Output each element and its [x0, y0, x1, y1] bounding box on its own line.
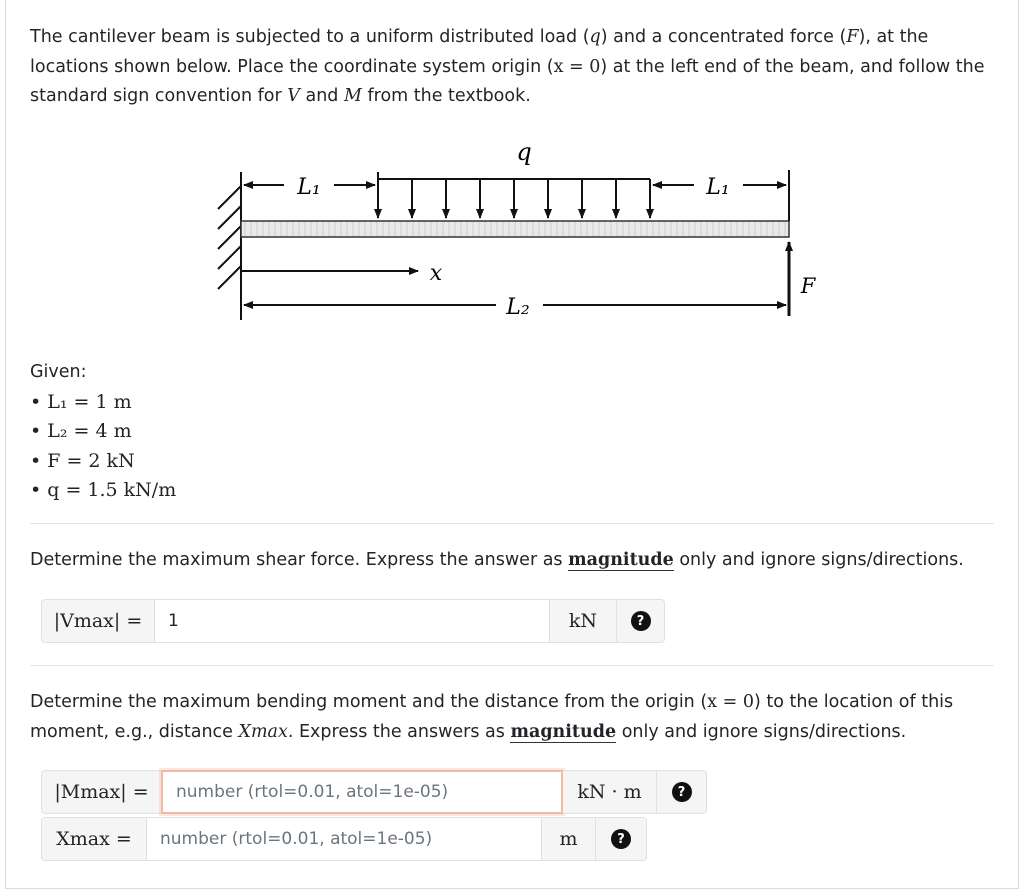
xmax-input[interactable] — [146, 817, 542, 861]
beam-diagram — [206, 134, 836, 334]
L1-right-label: L₁ — [706, 175, 730, 200]
divider — [30, 665, 994, 666]
help-icon: ? — [611, 829, 631, 849]
fixed-support — [218, 182, 241, 320]
mmax-unit: kN · m — [563, 770, 657, 814]
vmax-help-button[interactable] — [617, 599, 665, 643]
mmax-input[interactable] — [161, 770, 563, 814]
q-label: q — [516, 138, 532, 166]
given-item: • q = 1.5 kN/m — [30, 479, 177, 501]
vmax-label: |Vmax| = — [41, 599, 154, 643]
L2-label: L₂ — [506, 295, 530, 320]
L1-left-label: L₁ — [297, 175, 321, 200]
xmax-unit: m — [542, 817, 596, 861]
given-item: • L₂ = 4 m — [30, 420, 132, 442]
mmax-help-button[interactable] — [657, 770, 707, 814]
xmax-input-group — [41, 817, 647, 861]
vmax-input[interactable] — [154, 599, 550, 643]
help-icon: ? — [672, 782, 692, 802]
divider — [30, 523, 994, 524]
help-icon: ? — [631, 611, 651, 631]
x-label: x — [429, 261, 443, 286]
xmax-label: Xmax = — [41, 817, 146, 861]
vmax-unit: kN — [550, 599, 617, 643]
distributed-load — [378, 179, 650, 218]
given-item: • L₁ = 1 m — [30, 390, 132, 413]
mmax-input-group — [41, 770, 707, 814]
question1-text: Determine the maximum shear force. Express the answer as magnitude only and ignore signs/directions. — [30, 550, 964, 570]
F-label: F — [800, 274, 816, 298]
beam — [241, 221, 789, 237]
given-item: • F = 2 kN — [30, 449, 135, 472]
problem-statement: The cantilever beam is subjected to a uniform distributed load (q) and a concentrated force (F), at the locations shown below. Place the coordinate system origin (x = 0) at the left end of the beam, and follow the standard sign convention for V and M from the textbook. — [30, 27, 985, 106]
vmax-input-group — [41, 599, 665, 643]
question-card — [5, 0, 1019, 889]
mmax-label: |Mmax| = — [41, 770, 161, 814]
given-heading: Given: — [30, 362, 87, 382]
given-section — [30, 358, 176, 506]
question2-text: Determine the maximum bending moment and the distance from the origin (x = 0) to the location of this moment, e.g., distance Xmax. Express the answers as magnitude only and ignore signs/directions. — [30, 692, 954, 742]
xmax-help-button[interactable] — [596, 817, 647, 861]
